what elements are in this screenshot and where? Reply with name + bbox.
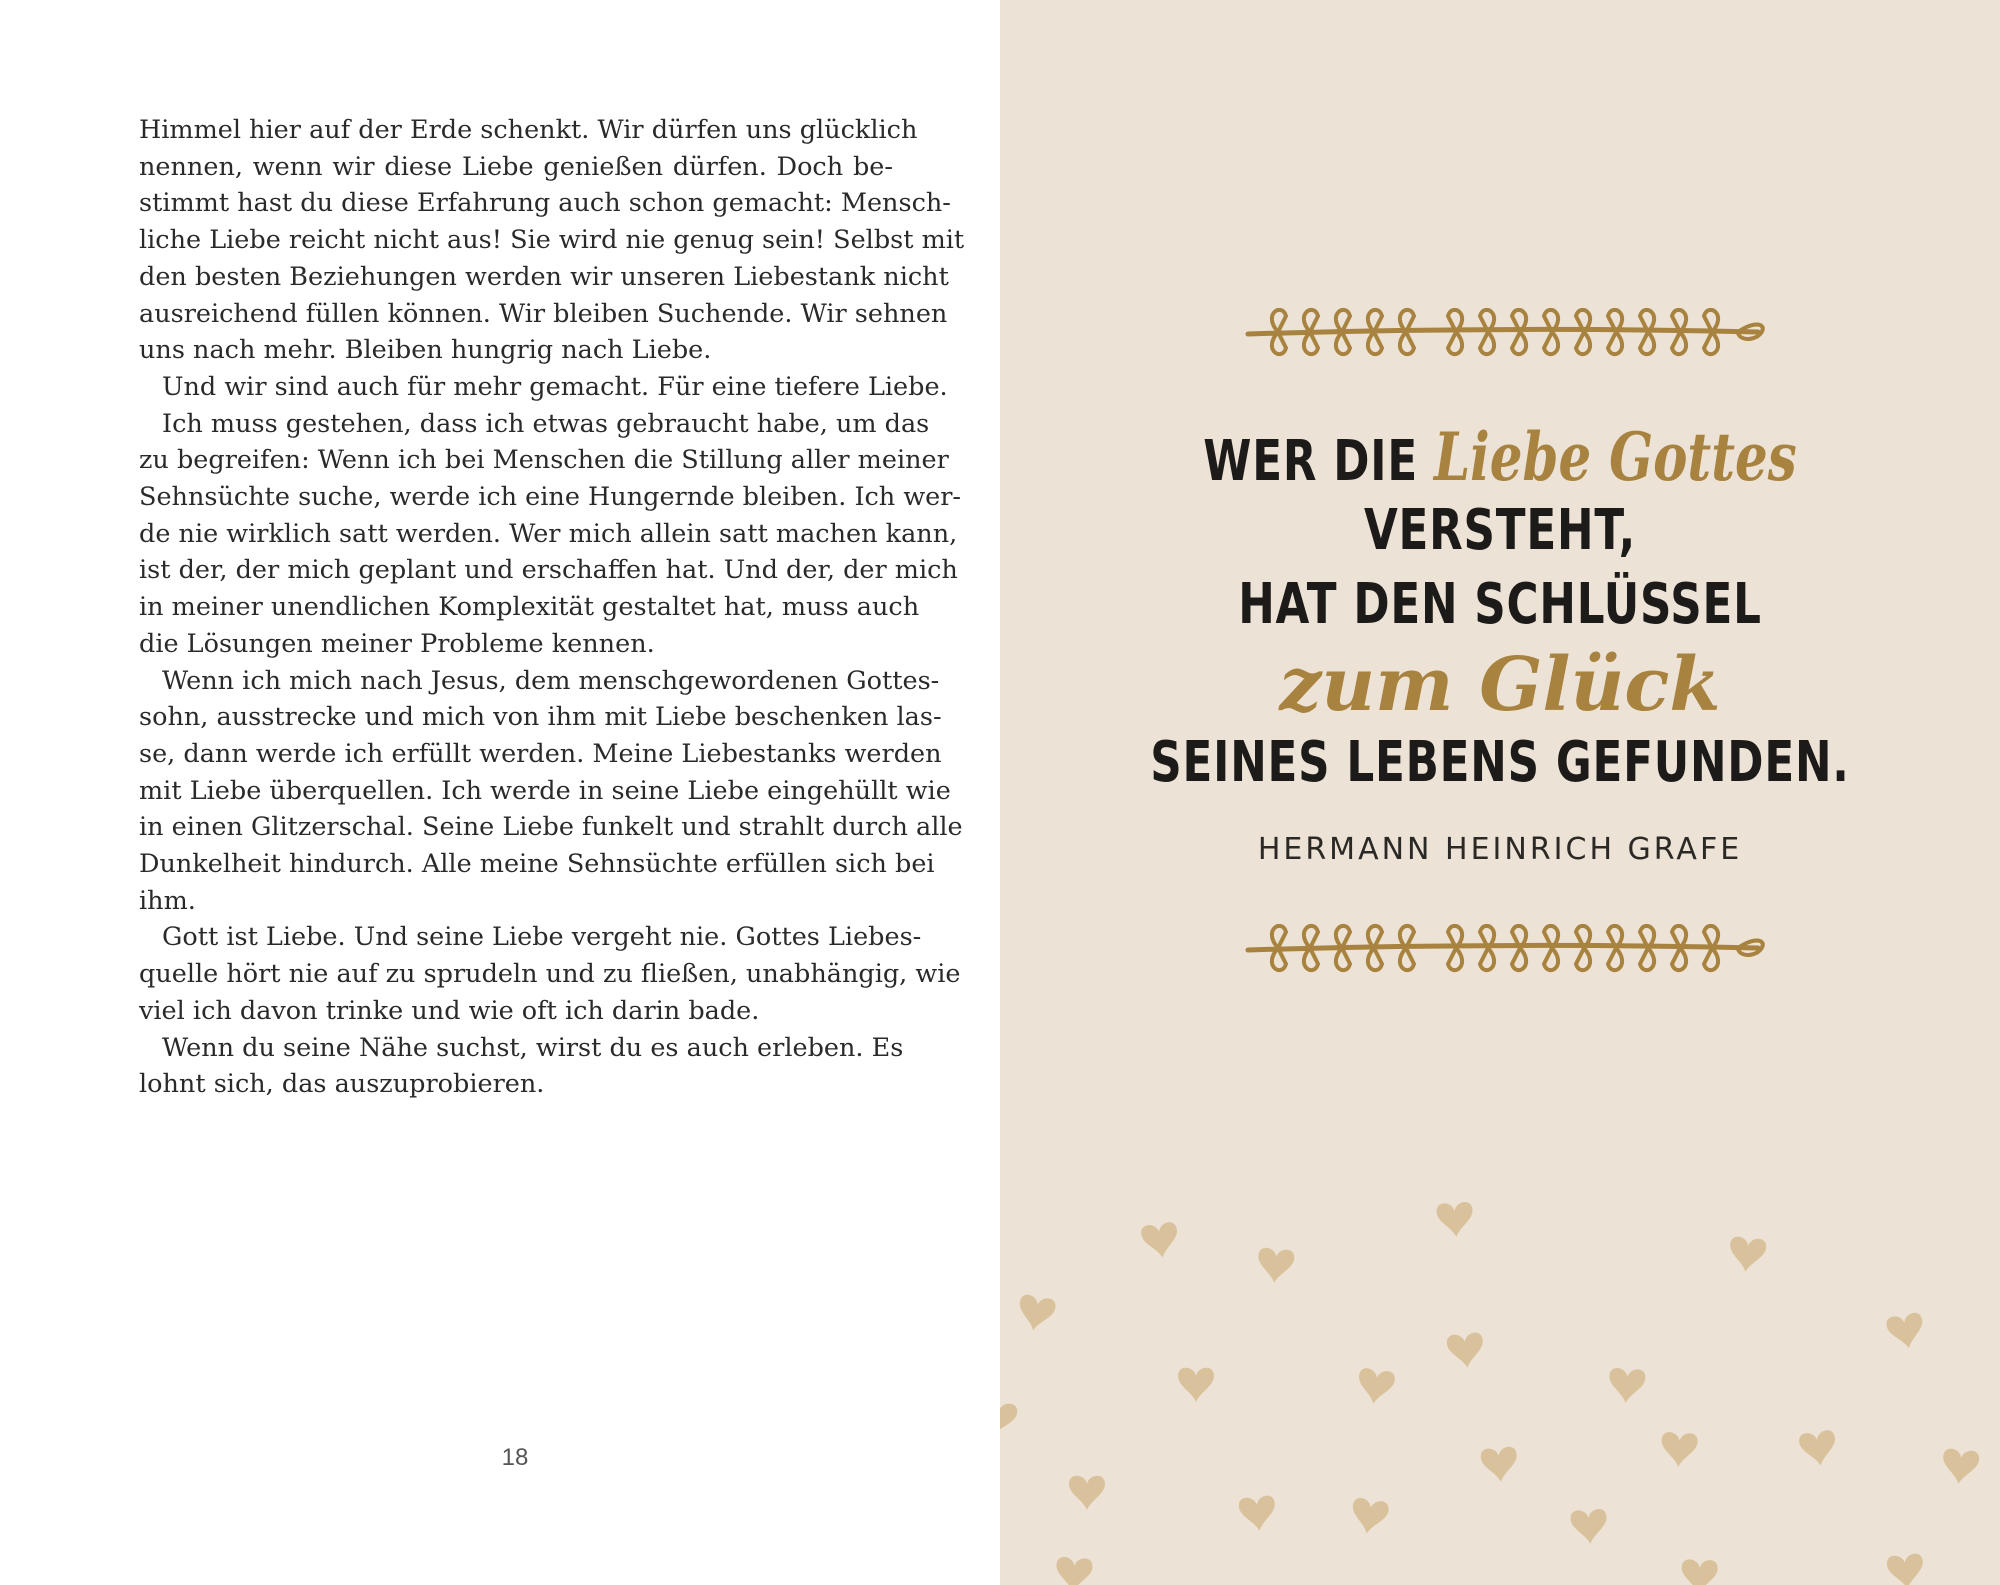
hearts-pattern: [1000, 1180, 2000, 1585]
heart-icon: [1015, 1294, 1056, 1334]
text-line: lohnt sich, das auszuprobieren.: [139, 1069, 545, 1100]
text-line: quelle hört nie auf zu sprudeln und zu fließen, unabhängig, wie: [139, 959, 961, 990]
text-line: uns nach mehr. Bleiben hungrig nach Liebe.: [139, 335, 712, 366]
text-line: in meiner unendlichen Komplexität gestaltet hat, muss auch: [139, 592, 920, 623]
heart-icon: [1140, 1221, 1180, 1260]
right-page: [1000, 0, 2000, 1585]
heart-icon: [1885, 1312, 1926, 1352]
heart-icon: [1681, 1559, 1718, 1585]
text-line: stimmt hast du diese Erfahrung auch schon gemacht: Mensch-: [139, 188, 951, 219]
text-line: Wenn du seine Nähe suchst, wirst du es auch erleben. Es: [162, 1032, 904, 1063]
text-line: liche Liebe reicht nicht aus! Sie wird nie genug sein! Selbst mit: [139, 225, 965, 256]
text-line: ihm.: [139, 885, 196, 916]
heart-icon: [1480, 1446, 1519, 1483]
quote-author: HERMANN HEINRICH GRAFE: [1257, 832, 1743, 867]
text-line: nennen, wenn wir diese Liebe genießen dürfen. Doch be-: [139, 151, 893, 182]
text-line: in einen Glitzerschal. Seine Liebe funkelt und strahlt durch alle: [139, 812, 963, 843]
text-line: ist der, der mich geplant und erschaffen hat. Und der, der mich: [139, 555, 958, 586]
text-line: viel ich davon trinke und wie oft ich darin bade.: [139, 995, 760, 1026]
heart-icon: [1570, 1508, 1608, 1545]
text-line: zu begreifen: Wenn ich bei Menschen die Stillung aller meiner: [139, 445, 949, 476]
heart-icon: [1238, 1495, 1277, 1533]
heart-icon: [1069, 1476, 1105, 1510]
text-line: sohn, ausstrecke und mich von ihm mit Liebe beschenken las-: [139, 702, 942, 733]
heart-icon: [1178, 1368, 1214, 1402]
text-line: Himmel hier auf der Erde schenkt. Wir dürfen uns glücklich: [139, 115, 918, 145]
heart-icon: [1000, 1398, 1019, 1439]
text-line: ausreichend füllen können. Wir bleiben Suchende. Wir sehnen: [139, 298, 948, 329]
body-text: [139, 112, 965, 1103]
heart-icon: [1941, 1448, 1980, 1486]
heart-icon: [1798, 1429, 1838, 1468]
heart-icon: [1660, 1432, 1698, 1468]
quote-script-liebe-gottes: Liebe Gottes: [1433, 418, 1797, 496]
text-line: die Lösungen meiner Probleme kennen.: [139, 628, 655, 659]
heart-icon: [1055, 1556, 1093, 1585]
quote: [1000, 0, 2000, 900]
page-number: 18: [501, 1444, 529, 1471]
heart-icon: [1886, 1553, 1925, 1585]
text-line: mit Liebe überquellen. Ich werde in seine Liebe eingehüllt wie: [139, 775, 951, 806]
quote-line-3: HAT DEN SCHLÜSSEL: [1238, 572, 1762, 637]
heart-icon: [1446, 1332, 1485, 1370]
text-line: Ich muss gestehen, dass ich etwas gebraucht habe, um das: [162, 408, 930, 439]
heart-icon: [1256, 1247, 1295, 1284]
text-line: Wenn ich mich nach Jesus, dem menschgewordenen Gottes-: [162, 665, 940, 696]
heart-icon: [1436, 1201, 1474, 1238]
quote-line-1: [1110, 418, 1890, 496]
text-line: Dunkelheit hindurch. Alle meine Sehnsüchte erfüllen sich bei: [139, 849, 935, 880]
quote-script-zum-glueck: zum Glück: [1279, 642, 1721, 728]
text-line: se, dann werde ich erfüllt werden. Meine Liebestanks werden: [139, 738, 942, 769]
heart-icon: [1349, 1497, 1390, 1536]
heart-icon: [1355, 1367, 1395, 1406]
heart-icon: [1608, 1367, 1646, 1404]
text-line: de nie wirklich satt werden. Wer mich allein satt machen kann,: [139, 518, 958, 549]
laurel-bottom-icon: [1238, 912, 1768, 982]
heart-icon: [1728, 1236, 1767, 1274]
text-line: Und wir sind auch für mehr gemacht. Für eine tiefere Liebe.: [162, 371, 948, 402]
quote-line-1-plain: WER DIE: [1203, 429, 1418, 494]
text-line: den besten Beziehungen werden wir unseren Liebestank nicht: [139, 261, 949, 292]
quote-line-5: SEINES LEBENS GEFUNDEN.: [1150, 730, 1850, 795]
text-line: Sehnsüchte suche, werde ich eine Hungernde bleiben. Ich wer-: [139, 482, 962, 513]
text-line: Gott ist Liebe. Und seine Liebe vergeht nie. Gottes Liebes-: [162, 922, 922, 953]
quote-line-2: VERSTEHT,: [1363, 498, 1637, 563]
